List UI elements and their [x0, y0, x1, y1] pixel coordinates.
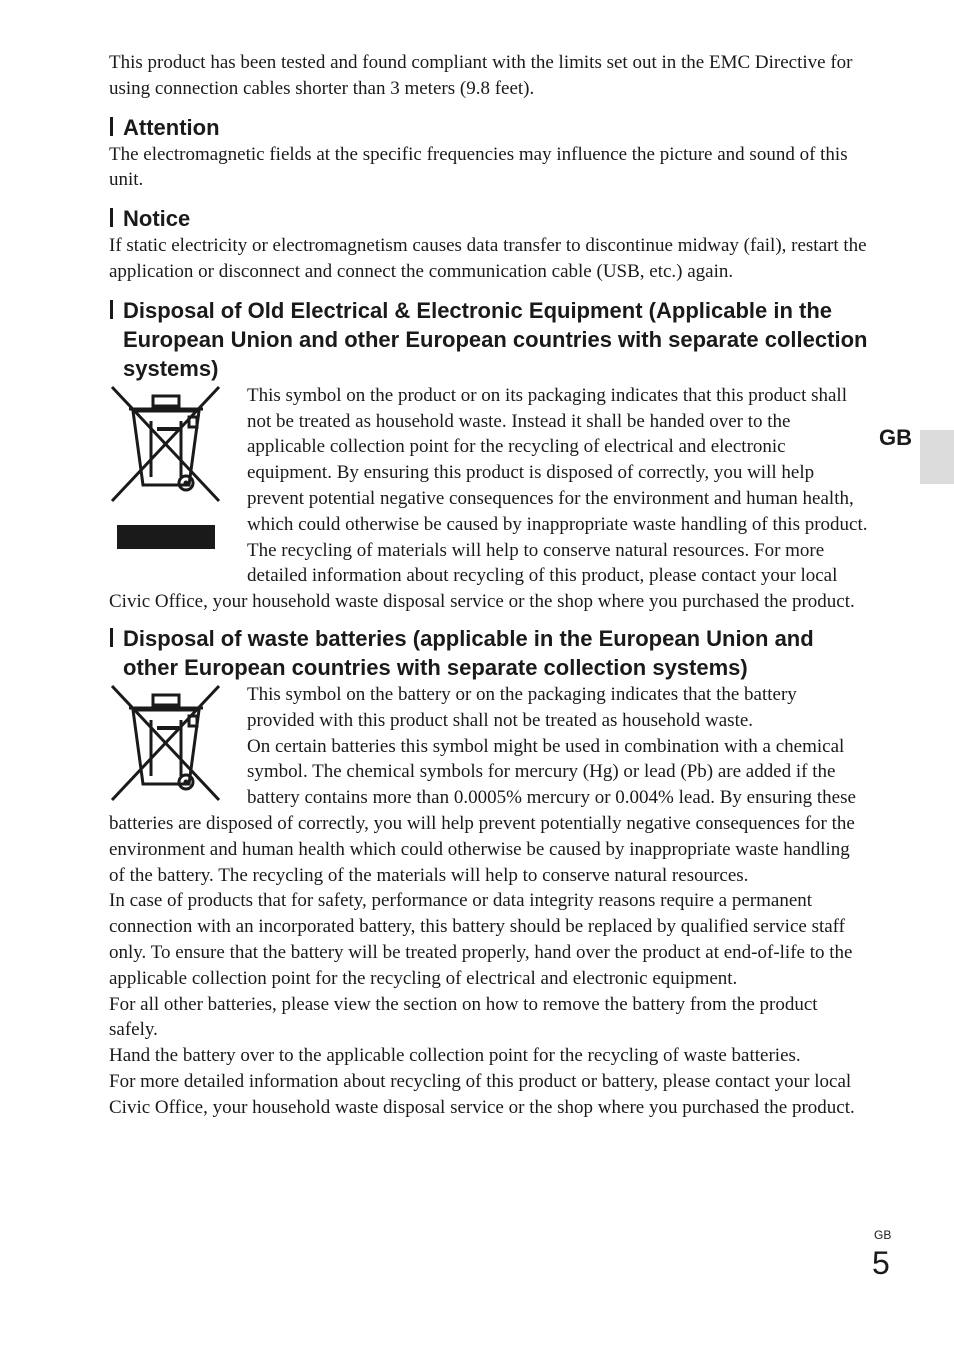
notice-body: If static electricity or electromagnetism causes data transfer to discontinue midway (fail), restart the application or disconnect and connect the communication cable (USB, etc.) again. [109, 235, 867, 282]
weee-heading: Disposal of Old Electrical & Electronic Equipment (Applicable in the European Union and other European countries with separate collection systems) [109, 296, 869, 383]
weee-symbol [109, 383, 247, 581]
notice-heading: Notice [109, 204, 869, 233]
crossed-out-wheelie-bin-icon [109, 684, 225, 808]
batteries-paragraph-4: For all other batteries, please view the section on how to remove the battery from the product safely. [109, 993, 818, 1041]
solid-bar-symbol [117, 525, 215, 549]
crossed-out-wheelie-bin-icon [109, 385, 225, 509]
batteries-paragraph-3: In case of products that for safety, performance or data integrity reasons require a permanent connection with an incorporated battery, this battery should be replaced by qualified service staff only. To ensure that the battery will be treated properly, hand over the product at end-of-life to the applicable collection point for the recycling of electrical and electronic equipment. [109, 890, 853, 989]
footer-language: GB [874, 1228, 892, 1242]
language-tab [920, 430, 954, 484]
intro-paragraph: This product has been tested and found compliant with the limits set out in the EMC Directive for using connection cables shorter than 3 meters (9.8 feet). [109, 52, 853, 99]
batteries-paragraph-6: For more detailed information about recycling of this product or battery, please contact your local Civic Office, your household waste disposal service or the shop where you purchased the product. [109, 1070, 855, 1118]
language-tab-label: GB [879, 425, 912, 450]
weee-body: This symbol on the product or on its packaging indicates that this product shall not be treated as household waste. Instead it shall be handed over to the applicable collection point for the recycling of electrical and electronic equipment. By ensuring this product is disposed of correctly, you will help prevent potential negative consequences for the environment and human health, which could otherwise be caused by inappropriate waste handling of this product. The recycling of materials will help to conserve natural resources. For more detailed information about recycling of this product, please contact your local Civic Office, your household waste disposal service or the shop where you purchased the product. [109, 384, 868, 613]
weee-section-body [109, 383, 869, 615]
batteries-section-body [109, 682, 869, 1121]
batteries-paragraph-2: On certain batteries this symbol might be used in combination with a chemical symbol. The chemical symbols for mercury (Hg) or lead (Pb) are added if the battery contains more than 0.0005% mercury or 0.004% lead. By ensuring these batteries are disposed of correctly, you will help prevent potentially negative consequences for the environment and human health which could otherwise be caused by inappropriate waste handling of the battery. The recycling of the materials will help to conserve natural resources. [109, 735, 856, 886]
attention-body: The electromagnetic fields at the specific frequencies may influence the picture and sound of this unit. [109, 143, 848, 191]
document-page [109, 50, 869, 1121]
page-number: 5 [872, 1245, 890, 1281]
batteries-paragraph-5: Hand the battery over to the applicable collection point for the recycling of waste batteries. [109, 1045, 801, 1067]
battery-symbol [109, 682, 247, 810]
batteries-paragraph-1: This symbol on the battery or on the packaging indicates that the battery provided with this product shall not be treated as household waste. [247, 683, 797, 731]
attention-heading: Attention [109, 113, 869, 142]
batteries-heading: Disposal of waste batteries (applicable in the European Union and other European countries with separate collection systems) [109, 624, 869, 682]
